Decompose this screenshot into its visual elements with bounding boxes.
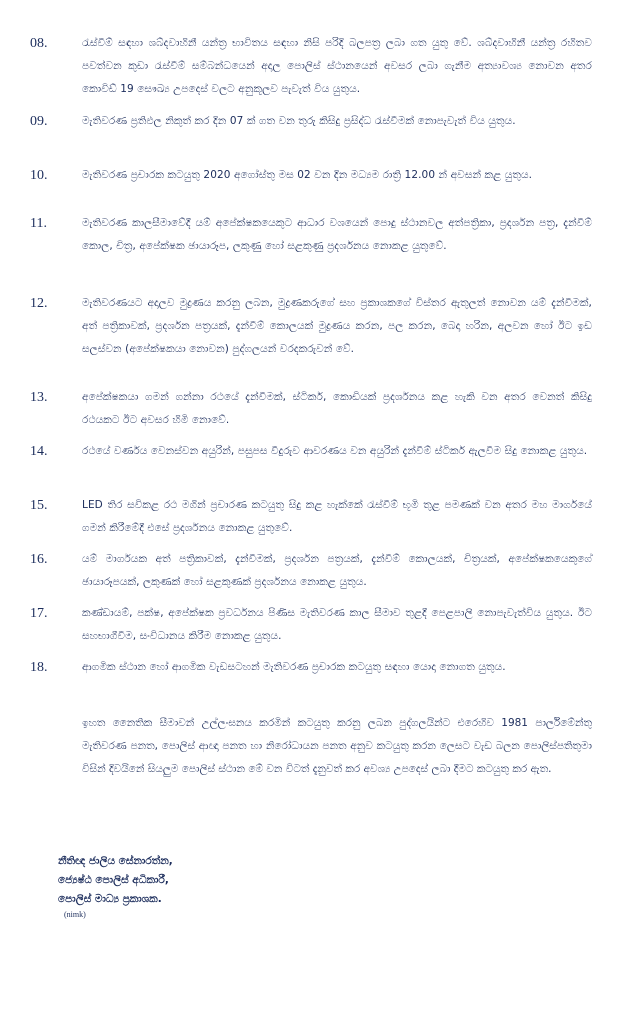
item-number: 10. [30, 168, 48, 183]
list-item [30, 602, 592, 648]
list-item [30, 440, 592, 463]
item-number: 18. [30, 660, 48, 675]
list-item [30, 212, 592, 258]
item-text: LED තිර සවිකළ රථ මගින් ප්‍රචාරණ කටයුතු සිදු කළ හැක්කේ රැස්වීම් භූමි තුළ පමණක් වන අතර මහ මාර්ගයේ ගමන් කිරීමේදී එසේ ප්‍රදර්ශනය නොකළ යුතුවේ. [82, 499, 592, 534]
item-text: රථයේ වර්ණය වෙනස්වන අයුරින්, පසුපස වීදුරුව ආවරණය වන අයුරින් දැන්වීම් ස්ටිකර් ඇලවීම සිදු නොකළ යුතුය. [82, 445, 588, 457]
item-text: අපේක්ෂකයා ගමන් ගන්නා රථයේ දැන්වීමක්, ස්ටිකර්, කොඩියක් ප්‍රදර්ශනය කළ හැකි වන අතර වෙනත් කිසිදු රථයකට ඊට අවසර හිමි නොවේ. [82, 391, 592, 426]
signature-code: (nimk) [64, 910, 86, 919]
list-item [30, 494, 592, 540]
list-item [30, 386, 592, 432]
list-item [30, 32, 592, 101]
item-text: මැතිවරණ කාලසීමාවේදී යම් අපේක්ෂකයෙකුට ආධාර වශයෙන් පොදු ස්ථානවල අත්පත්‍රිකා, ප්‍රදර්ශන පත්‍ර, දැන්වීම් කොල, චිත්‍ර, අපේක්ෂක ඡායාරූප, ලකුණු හෝ සළකුණු ප්‍රදර්ශනය නොකළ යුතුවේ. [82, 217, 592, 252]
item-text: යම් මාර්ගයක අත් පත්‍රිකාවක්, දැන්වීමක්, ප්‍රදර්ශන පත්‍රයක්, දැන්වීම් කොලයක්, චිත්‍රයක්, අපේක්ෂකයෙකුගේ ඡායාරූපයක්, ලකුණක් හෝ සළකුණක් ප්‍රදර්ශනය නොකළ යුතුය. [82, 553, 592, 588]
item-number: 12. [30, 296, 48, 311]
item-number: 14. [30, 444, 48, 459]
item-text: මැතිවරණයට අදාලව මුද්‍රණය කරනු ලබන, මුද්‍රණකරුගේ සහ ප්‍රකාශකගේ විස්තර ඇතුලත් නොවන යම් දැන්වීමක්, අත් පත්‍රිකාවක්, ප්‍රදර්ශන පත්‍රයක්, දැන්වීම් කොලයක් මුද්‍රණය කරන, පල කරන, බෙදා හරින, අලවන හෝ ඊට ඉඩ සලස්වන (අපේක්ෂකයා නොවන) පුද්ගලයන් වරදකරුවන් වේ. [82, 297, 592, 355]
list-item [30, 164, 592, 187]
item-text: ආගමික ස්ථාන හෝ ආගමික වැඩසටහන් මැතිවරණ ප්‍රචාරක කටයුතු සඳහා යොදා නොගත යුතුය. [82, 661, 506, 673]
item-number: 16. [30, 552, 48, 567]
list-item [30, 110, 592, 133]
item-number: 11. [30, 216, 47, 231]
item-text: රැස්වීම් සඳහා ශබ්දවාහිනී යන්ත්‍ර භාවිතය සඳහා නිසි පරිදි බලපත්‍ර ලබා ගත යුතු වේ. ශබ්දවාහිනී යන්ත්‍ර රහිතව පවත්වන කුඩා රැස්වීම් සම්බන්ධයෙන් අදාල පොලිස් ස්ථානයෙන් අවසර ලබා ගැනීම අත්‍යාවශ්‍ය නොවන අතර කොවිඩ් 19 සෞඛ්‍ය උපදෙස් වලට අනුකූලව පැවැත් විය යුතුය. [82, 37, 592, 95]
item-number: 13. [30, 390, 48, 405]
item-number: 09. [30, 114, 48, 129]
signature-block [58, 852, 173, 921]
list-item [30, 656, 592, 679]
closing-paragraph: ඉහත නෛතික සීමාවන් උල්ලංඝනය කරමින් කටයුතු කරනු ලබන පුද්ගලයින්ට එරෙහිව 1981 පාර්ලිමේන්තු මැතිවරණ පනත, පොලිස් ආඥා පනත හා නිරෝධායන පනත අනුව කටයුතු කරන ලෙසට වැඩ බලන පොලිස්පතිතුමා විසින් දිවයිනේ සියලුම පොලිස් ස්ථාන මේ වන විටත් දැනුවත් කර අවශ්‍ය උපදෙස් ලබා දීමට කටයුතු කර ඇත. [82, 717, 592, 775]
signature-rank: ජ්‍යෙෂ්ඨ පොලිස් අධිකාරී, [58, 874, 169, 886]
item-text: මැතිවරණ ප්‍රචාරක කටයුතු 2020 අගෝස්තු මස 02 වන දින මධ්‍යම රාත්‍රි 12.00 න් අවසන් කළ යුතුය. [82, 169, 533, 181]
list-item [30, 292, 592, 361]
signature-title: පොලිස් මාධ්‍ය ප්‍රකාශක. [58, 893, 162, 905]
item-number: 17. [30, 606, 48, 621]
item-text: මැතිවරණ ප්‍රතිඵල නිකුත් කර දින 07 ක් ගත වන තුරු කිසිදු ප්‍රසිද්ධ රැස්වීමක් නොපැවැත් විය යුතුය. [82, 115, 516, 127]
item-number: 08. [30, 36, 48, 51]
list-item [30, 548, 592, 594]
item-text: කණ්ඩායම්, පක්ෂ, අපේක්ෂක ප්‍රවර්ධනය පිණිස මැතිවරණ කාල සීමාව තුළදී පෙළපාලි නොපැවැත්විය යුතුය. ඊට සහභාගීවීම, සංවිධානය කිරීම නොකළ යුතුය. [82, 607, 592, 642]
item-number: 15. [30, 498, 48, 513]
signature-name: නීතිඥ ජාලිය සේනාරත්න, [58, 855, 173, 867]
